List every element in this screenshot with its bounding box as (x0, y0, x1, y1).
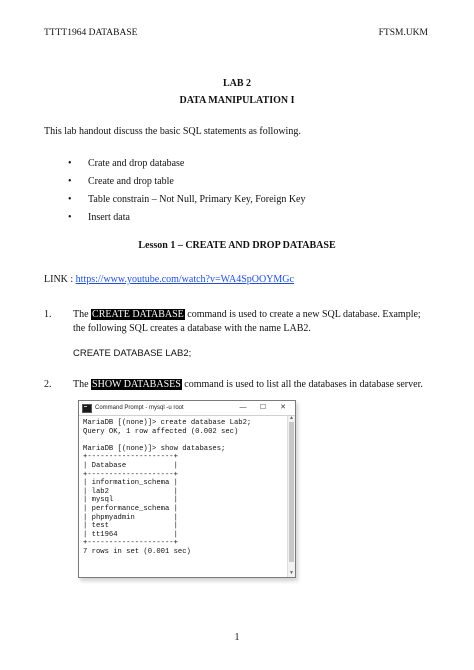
console-line: MariaDB [(none)]> create database Lab2; (83, 419, 252, 427)
console-line: | Database | (83, 461, 178, 470)
console-line: +--------------------+ (83, 470, 178, 479)
topic-list (68, 157, 306, 229)
console-line: Query OK, 1 row affected (0.002 sec) (83, 427, 239, 436)
lab-title: DATA MANIPULATION I (179, 95, 295, 106)
console-output (79, 416, 295, 557)
step-2-text (73, 378, 453, 392)
topic-text: Table constrain – Not Null, Primary Key, Foreign Key (88, 194, 306, 205)
link-label: LINK : (44, 274, 76, 285)
console-line: +--------------------+ (83, 453, 178, 462)
console-line: | mysql | (83, 496, 178, 505)
step-2-pre: The (73, 379, 89, 390)
header-institution: FTSM.UKM (378, 28, 428, 38)
console-scrollbar (287, 416, 295, 577)
close-icon: ✕ (280, 404, 286, 411)
step-1-pre: The (73, 309, 89, 320)
scroll-up-icon: ▲ (289, 416, 294, 421)
lesson-title: Lesson 1 – CREATE AND DROP DATABASE (138, 240, 336, 251)
window-titlebar (79, 401, 295, 416)
topic-text: Insert data (88, 212, 130, 223)
topic-text: Create and drop table (88, 176, 174, 187)
console-line: +--------------------+ (83, 539, 178, 548)
step-1-line2: the following SQL creates a database with the name LAB2. (73, 322, 311, 334)
example-sql: CREATE DATABASE LAB2; (73, 348, 192, 359)
maximize-icon: ☐ (259, 404, 267, 411)
console-line: | performance_schema | (83, 504, 178, 513)
console-line: | test | (83, 522, 178, 531)
console-line: | tt1964 | (83, 530, 178, 539)
step-2-post: command is used to list all the databases in database server. (184, 379, 423, 390)
window-title: Command Prompt - mysql -u root (95, 405, 184, 411)
bullet-icon: • (68, 212, 72, 223)
console-line: | lab2 | (83, 487, 178, 496)
page-number: 1 (234, 632, 240, 643)
intro-text: This lab handout discuss the basic SQL statements as following. (44, 126, 301, 137)
youtube-link[interactable]: https://www.youtube.com/watch?v=WA4SpOOYMGc (75, 274, 294, 285)
command-prompt-icon (82, 404, 92, 413)
lab-number: LAB 2 (222, 78, 252, 89)
step-number: 1. (44, 309, 52, 320)
step-1-text (73, 308, 433, 335)
scrollbar-thumb (289, 422, 294, 562)
list-item (68, 175, 306, 193)
console-line: MariaDB [(none)]> show databases; (83, 444, 226, 453)
list-item (68, 157, 306, 175)
bullet-icon: • (68, 158, 72, 169)
step-1-post: command is used to create a new SQL database. Example; (187, 309, 421, 320)
header-course: TTTT1964 DATABASE (44, 28, 138, 38)
list-item (68, 211, 306, 229)
list-item (68, 193, 306, 211)
bullet-icon: • (68, 194, 72, 205)
show-databases-keyword: SHOW DATABASES (92, 379, 181, 390)
console-line: | phpmyadmin | (83, 513, 178, 522)
link-line (44, 273, 294, 287)
create-database-keyword: CREATE DATABASE (92, 309, 184, 320)
scroll-down-icon: ▼ (289, 571, 294, 576)
step-number: 2. (44, 379, 52, 390)
console-line: 7 rows in set (0.001 sec) (83, 547, 191, 556)
minimize-icon: — (239, 404, 247, 411)
command-prompt-window (78, 400, 296, 578)
console-line: | information_schema | (83, 479, 178, 488)
topic-text: Crate and drop database (88, 158, 185, 169)
bullet-icon: • (68, 176, 72, 187)
